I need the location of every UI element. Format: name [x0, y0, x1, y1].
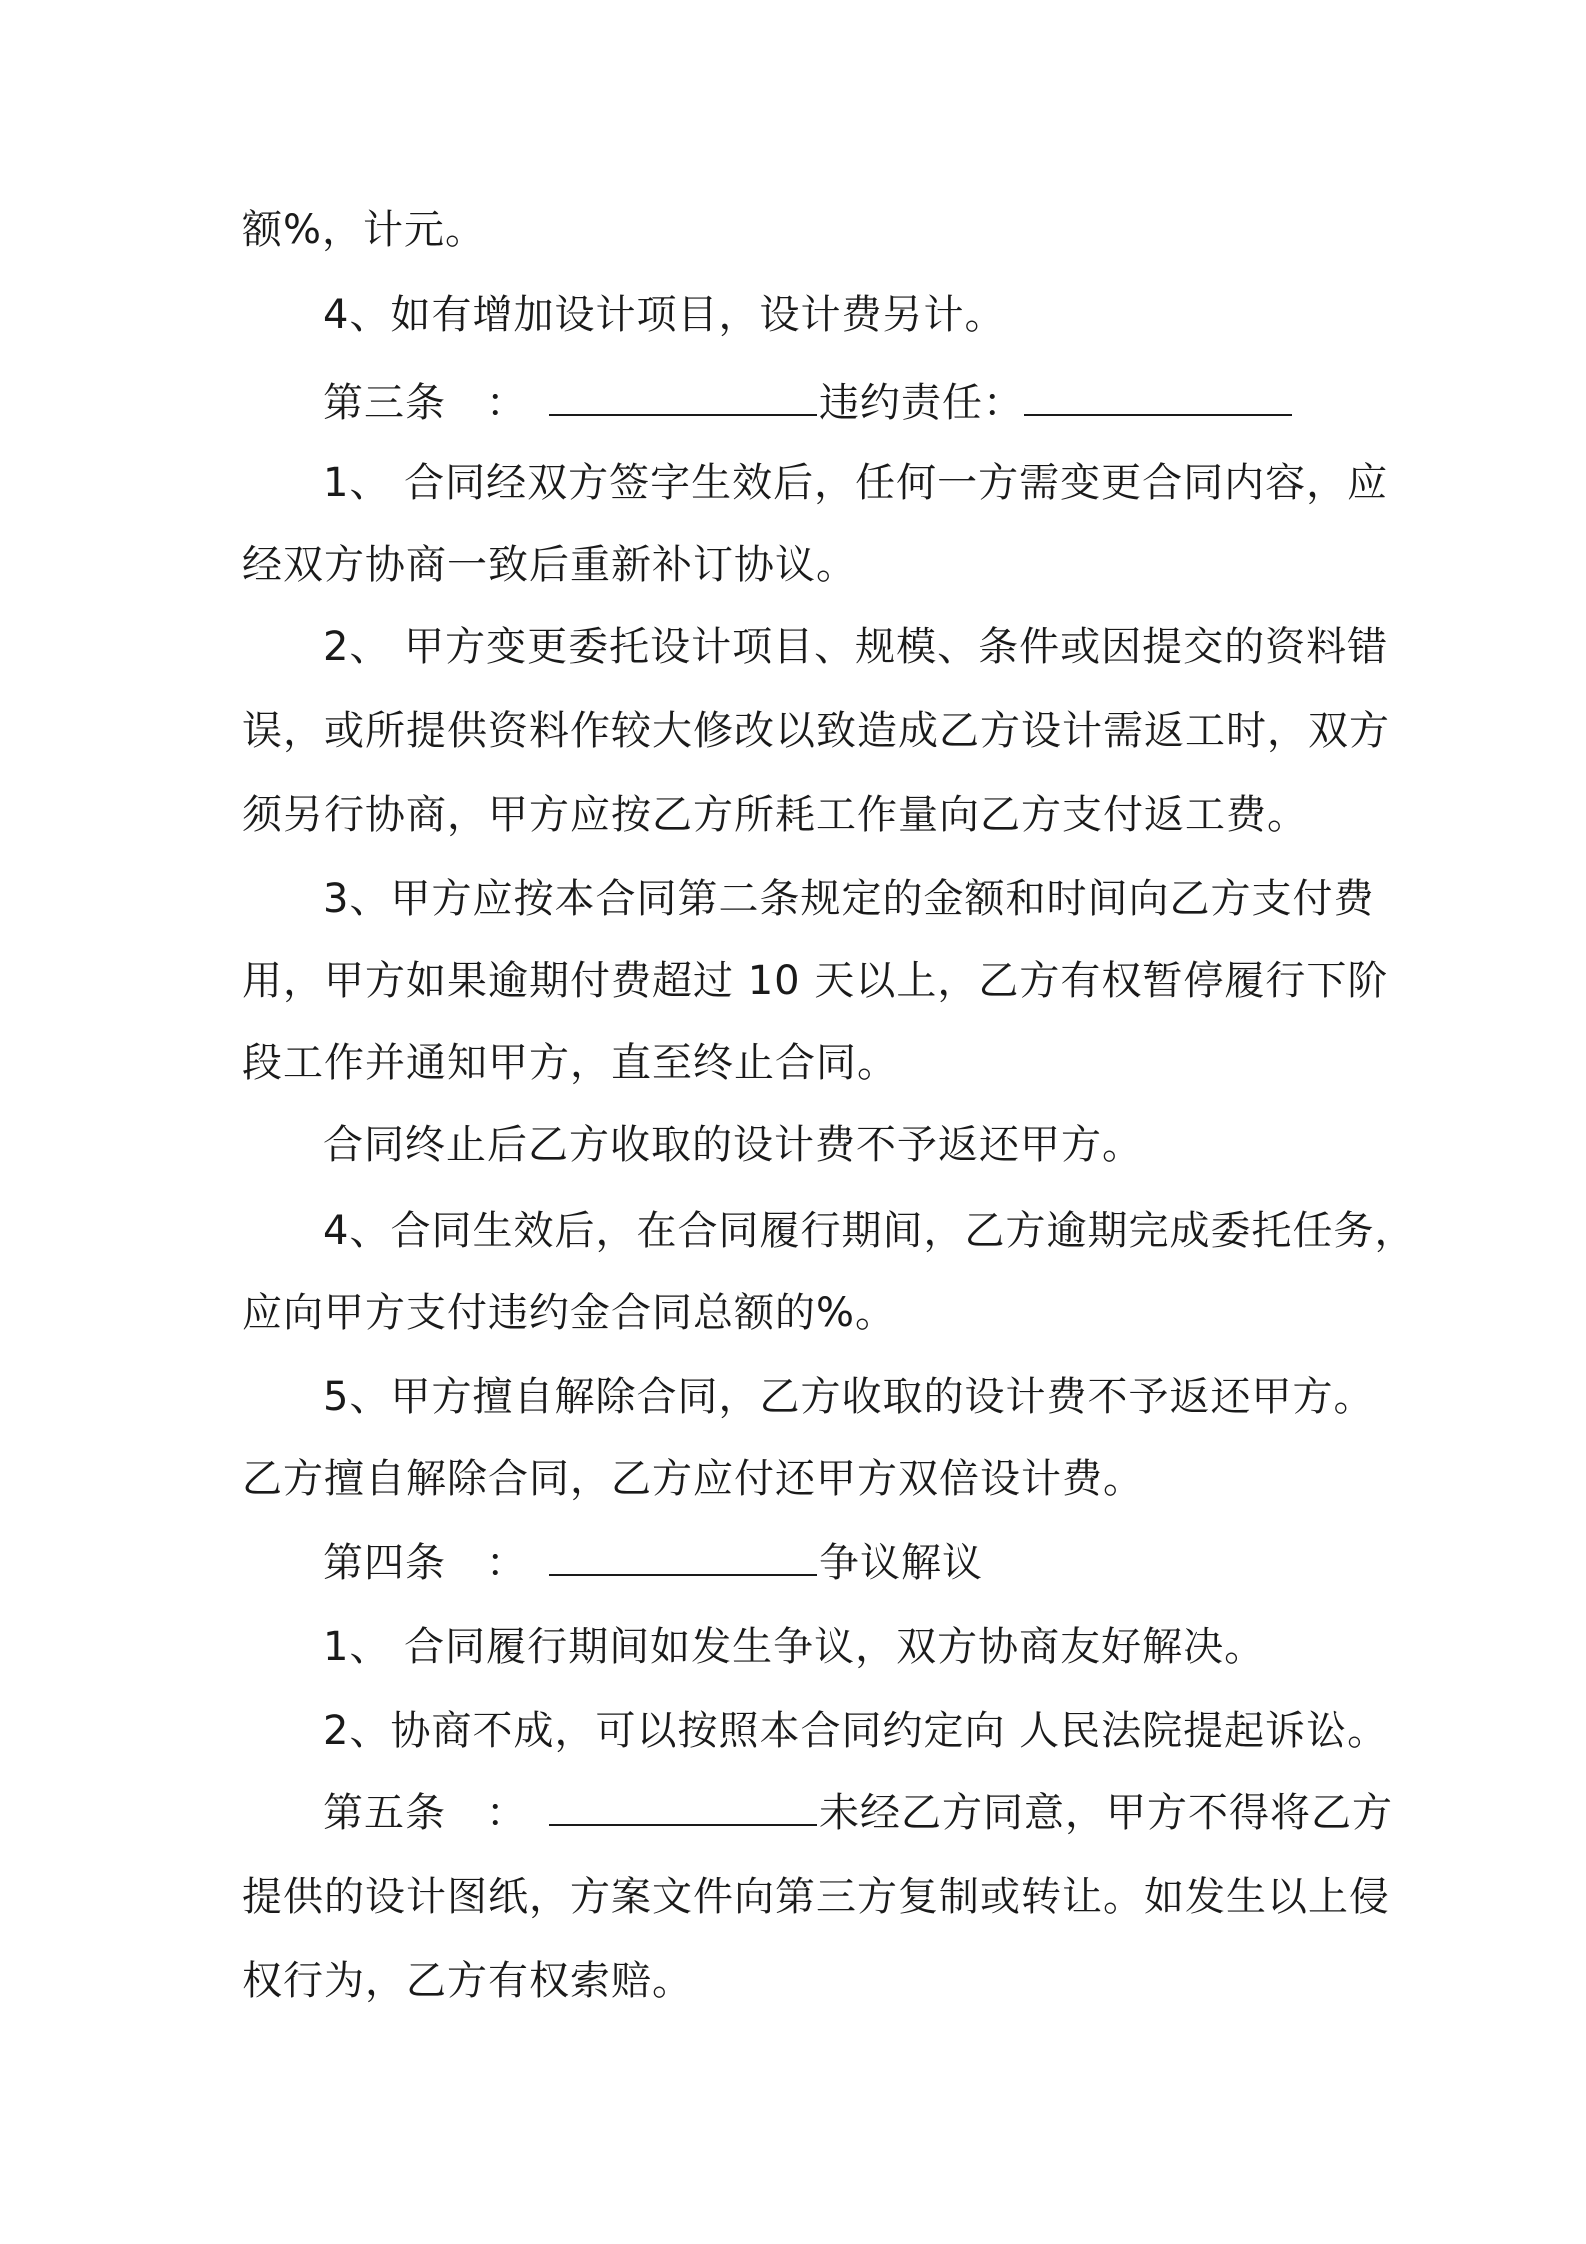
article-label: 第三条	[323, 380, 446, 426]
article-colon: ：	[486, 1790, 527, 1836]
article-colon: ：	[486, 1540, 527, 1586]
text-line: 经双方协商一致后重新补订协议。	[242, 542, 857, 588]
blank-line	[549, 1788, 817, 1826]
text-line: 2、 甲方变更委托设计项目、规模、条件或因提交的资料错	[323, 624, 1389, 670]
blank-line	[1024, 378, 1292, 416]
article-colon: ：	[486, 380, 527, 426]
text-line: 5、甲方擅自解除合同，乙方收取的设计费不予返还甲方。	[323, 1374, 1375, 1420]
article-title: 争议解议	[819, 1540, 983, 1586]
article-label: 第五条	[323, 1790, 446, 1836]
text-line: 1、 合同履行期间如发生争议，双方协商友好解决。	[323, 1624, 1266, 1670]
text-line: 3、甲方应按本合同第二条规定的金额和时间向乙方支付费	[323, 876, 1375, 922]
text-line: 合同终止后乙方收取的设计费不予返还甲方。	[323, 1122, 1143, 1168]
text-line: 应向甲方支付违约金合同总额的%。	[242, 1290, 897, 1336]
text-line: 乙方擅自解除合同，乙方应付还甲方双倍设计费。	[242, 1456, 1144, 1502]
text-line: 权行为，乙方有权索赔。	[242, 1958, 693, 2004]
text-line: 段工作并通知甲方，直至终止合同。	[242, 1040, 898, 1086]
text-line: 额%，计元。	[242, 207, 487, 253]
article-title: 未经乙方同意，甲方不得将乙方	[819, 1790, 1393, 1836]
text-line: 须另行协商，甲方应按乙方所耗工作量向乙方支付返工费。	[242, 792, 1308, 838]
blank-line	[549, 1538, 817, 1576]
text-line: 2、协商不成，可以按照本合同约定向 人民法院提起诉讼。	[323, 1708, 1389, 1754]
text-line: 提供的设计图纸，方案文件向第三方复制或转让。如发生以上侵	[242, 1874, 1390, 1920]
article-5-heading	[323, 1788, 1443, 1838]
text-line: 4、如有增加设计项目，设计费另计。	[323, 292, 1006, 338]
article-label: 第四条	[323, 1540, 446, 1586]
text-line: 4、合同生效后，在合同履行期间，乙方逾期完成委托任务，	[323, 1208, 1416, 1254]
article-title: 违约责任：	[819, 380, 1024, 426]
article-4-heading	[323, 1538, 1443, 1588]
text-line: 误，或所提供资料作较大修改以致造成乙方设计需返工时，双方	[242, 708, 1390, 754]
blank-line	[549, 378, 817, 416]
text-line: 用，甲方如果逾期付费超过 10 天以上，乙方有权暂停履行下阶	[242, 958, 1389, 1004]
text-line: 1、 合同经双方签字生效后，任何一方需变更合同内容，应	[323, 460, 1389, 506]
article-3-heading	[323, 378, 1443, 428]
